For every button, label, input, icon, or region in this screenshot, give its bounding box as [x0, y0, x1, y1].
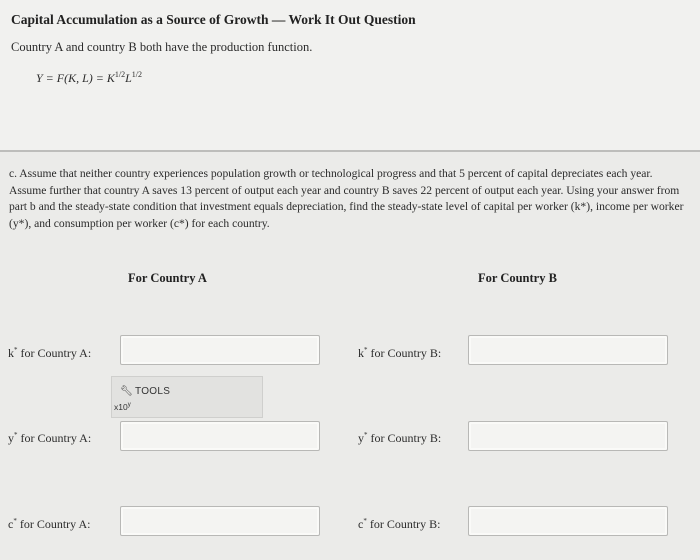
wrench-icon: 🔧︎ — [120, 386, 133, 397]
star-superscript: * — [363, 517, 367, 525]
production-function — [36, 70, 142, 86]
k-symbol: k — [358, 346, 364, 360]
y-country-b-input[interactable] — [468, 421, 668, 451]
formula-l-exponent: 1/2 — [131, 70, 143, 79]
c-country-b-input[interactable] — [468, 506, 668, 536]
k-country-a-label — [8, 346, 91, 361]
k-country-b-input[interactable] — [468, 335, 668, 365]
formula-l: L — [125, 71, 132, 85]
tools-palette[interactable] — [111, 376, 263, 418]
problem-statement: Country A and country B both have the production function. — [11, 40, 313, 54]
k-country-b-label — [358, 346, 441, 361]
y-country-b-label — [358, 431, 441, 446]
k-country-b-label-text: for Country B: — [367, 346, 442, 360]
star-superscript: * — [14, 431, 18, 439]
star-superscript: * — [364, 431, 368, 439]
scientific-notation-button[interactable] — [114, 402, 131, 412]
question-text: c. Assume that neither country experiences population growth or technological progress and that 5 percent of capital depreciates each year. Assume further that country A saves 13 percent of output each year and country B saves 22 percent of output each year. Using your answer from part b and the steady-state condition that investment equals depreciation, find the steady-state level of capital per worker (k*), income per worker (y*), and consumption per worker (c*) for each country. — [9, 167, 684, 230]
formula-k-exponent: 1/2 — [114, 70, 126, 79]
formula-lhs: Y = F(K, L) = K — [36, 71, 115, 85]
star-superscript: * — [364, 346, 368, 354]
tools-button[interactable] — [120, 386, 170, 397]
k-symbol: k — [8, 346, 14, 360]
y-country-a-label-text: for Country A: — [17, 431, 92, 445]
star-superscript: * — [13, 517, 17, 525]
question-header-panel — [0, 0, 700, 150]
c-symbol: c — [358, 517, 364, 531]
column-header-country-a: For Country A — [128, 271, 207, 285]
c-country-b-label — [358, 517, 441, 532]
y-symbol: y — [358, 431, 364, 445]
page-title: Capital Accumulation as a Source of Growth — Work It Out Question — [11, 12, 416, 27]
c-country-a-input[interactable] — [120, 506, 320, 536]
sci-notation-base: x10 — [114, 402, 128, 412]
star-superscript: * — [14, 346, 18, 354]
tools-label: TOOLS — [135, 386, 171, 397]
k-country-a-label-text: for Country A: — [17, 346, 92, 360]
y-country-b-label-text: for Country B: — [367, 431, 442, 445]
y-country-a-input[interactable] — [120, 421, 320, 451]
sci-notation-exponent: y — [127, 402, 131, 409]
c-symbol: c — [8, 517, 14, 531]
column-header-country-b: For Country B — [478, 271, 557, 285]
c-country-a-label — [8, 517, 91, 532]
c-country-a-label-text: for Country A: — [16, 517, 91, 531]
y-country-a-label — [8, 431, 91, 446]
k-country-a-input[interactable] — [120, 335, 320, 365]
c-country-b-label-text: for Country B: — [366, 517, 441, 531]
y-symbol: y — [8, 431, 14, 445]
